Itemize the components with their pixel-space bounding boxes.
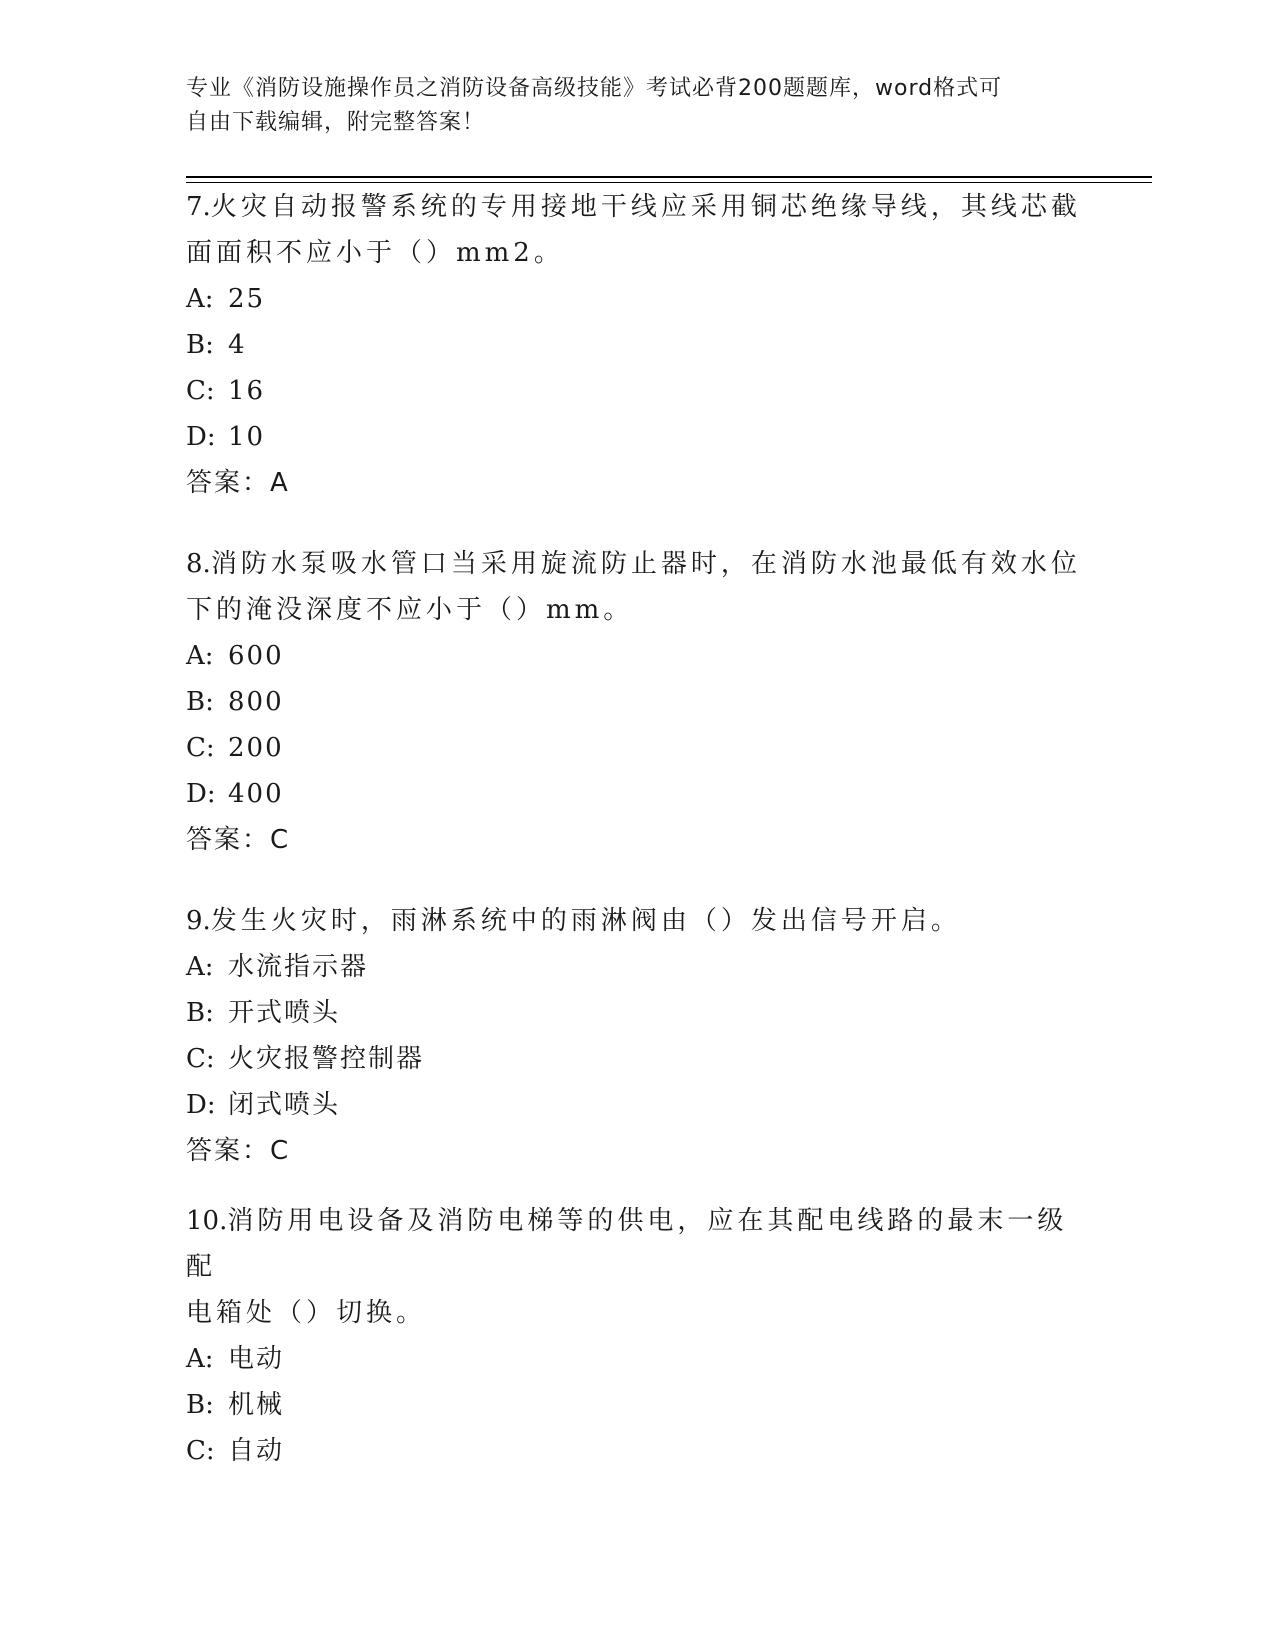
option-b xyxy=(186,990,1086,1036)
option-letter: B: xyxy=(186,998,214,1028)
option-text: 4 xyxy=(228,330,247,360)
option-letter: A: xyxy=(186,952,214,982)
option-text: 火灾报警控制器 xyxy=(228,1044,425,1074)
header-divider-thin xyxy=(186,182,1152,183)
answer-line: 答案：C xyxy=(186,1136,291,1166)
option-b xyxy=(186,1382,1086,1428)
question-number: 10. xyxy=(186,1206,228,1236)
option-letter: B: xyxy=(186,330,214,360)
question-stem xyxy=(186,898,1086,944)
option-letter: C: xyxy=(186,1436,215,1466)
question-8 xyxy=(186,541,1086,863)
option-a xyxy=(186,944,1086,990)
option-a xyxy=(186,276,1086,322)
option-c xyxy=(186,1428,1086,1474)
header-line-2: 自由下载编辑，附完整答案！ xyxy=(186,110,486,135)
option-text: 机械 xyxy=(228,1390,285,1420)
header-line-1: 专业《消防设施操作员之消防设备高级技能》考试必背200题题库，word格式可 xyxy=(186,76,1003,101)
option-letter: C: xyxy=(186,376,215,406)
option-text: 自动 xyxy=(228,1436,285,1466)
option-text: 开式喷头 xyxy=(228,998,341,1028)
question-stem-line-2: 电箱处（）切换。 xyxy=(186,1298,427,1328)
answer-line: 答案：C xyxy=(186,825,291,855)
option-b xyxy=(186,679,1086,725)
option-text: 25 xyxy=(228,284,266,314)
option-text: 400 xyxy=(228,779,284,809)
option-text: 16 xyxy=(228,376,266,406)
option-a xyxy=(186,633,1086,679)
question-stem-line-1: 消防用电设备及消防电梯等的供电，应在其配电线路的最末一级配 xyxy=(186,1206,1068,1282)
option-b xyxy=(186,322,1086,368)
option-text: 闭式喷头 xyxy=(228,1090,341,1120)
option-c xyxy=(186,368,1086,414)
option-letter: D: xyxy=(186,1090,216,1120)
question-number: 8. xyxy=(186,549,211,579)
option-letter: C: xyxy=(186,1044,215,1074)
option-letter: A: xyxy=(186,641,214,671)
option-d xyxy=(186,414,1086,460)
option-letter: D: xyxy=(186,422,216,452)
question-7 xyxy=(186,184,1086,506)
question-stem-line-1: 消防水泵吸水管口当采用旋流防止器时，在消防水池最低有效水位 xyxy=(210,549,1081,579)
option-letter: B: xyxy=(186,1390,214,1420)
option-text: 电动 xyxy=(228,1344,285,1374)
question-stem-line-1: 发生火灾时，雨淋系统中的雨淋阀由（）发出信号开启。 xyxy=(210,906,961,936)
option-text: 600 xyxy=(228,641,284,671)
question-10 xyxy=(186,1198,1086,1474)
option-letter: B: xyxy=(186,687,214,717)
question-stem xyxy=(186,184,1086,276)
option-d xyxy=(186,1082,1086,1128)
option-text: 10 xyxy=(228,422,266,452)
answer-line: 答案：A xyxy=(186,468,290,498)
question-stem-line-1: 火灾自动报警系统的专用接地干线应采用铜芯绝缘导线，其线芯截 xyxy=(210,192,1081,222)
option-text: 200 xyxy=(228,733,284,763)
question-number: 7. xyxy=(186,192,211,222)
question-stem xyxy=(186,1198,1086,1336)
document-header xyxy=(186,72,1066,140)
option-text: 800 xyxy=(228,687,284,717)
option-text: 水流指示器 xyxy=(228,952,369,982)
option-c xyxy=(186,725,1086,771)
option-c xyxy=(186,1036,1086,1082)
header-divider-thick xyxy=(186,176,1152,178)
question-stem-line-2: 面面积不应小于（）mm2。 xyxy=(186,238,564,268)
question-stem-line-2: 下的淹没深度不应小于（）mm。 xyxy=(186,595,634,625)
option-letter: A: xyxy=(186,284,214,314)
question-stem xyxy=(186,541,1086,633)
question-9 xyxy=(186,898,1086,1174)
question-number: 9. xyxy=(186,906,211,936)
option-letter: A: xyxy=(186,1344,214,1374)
option-a xyxy=(186,1336,1086,1382)
option-letter: D: xyxy=(186,779,216,809)
option-d xyxy=(186,771,1086,817)
option-letter: C: xyxy=(186,733,215,763)
